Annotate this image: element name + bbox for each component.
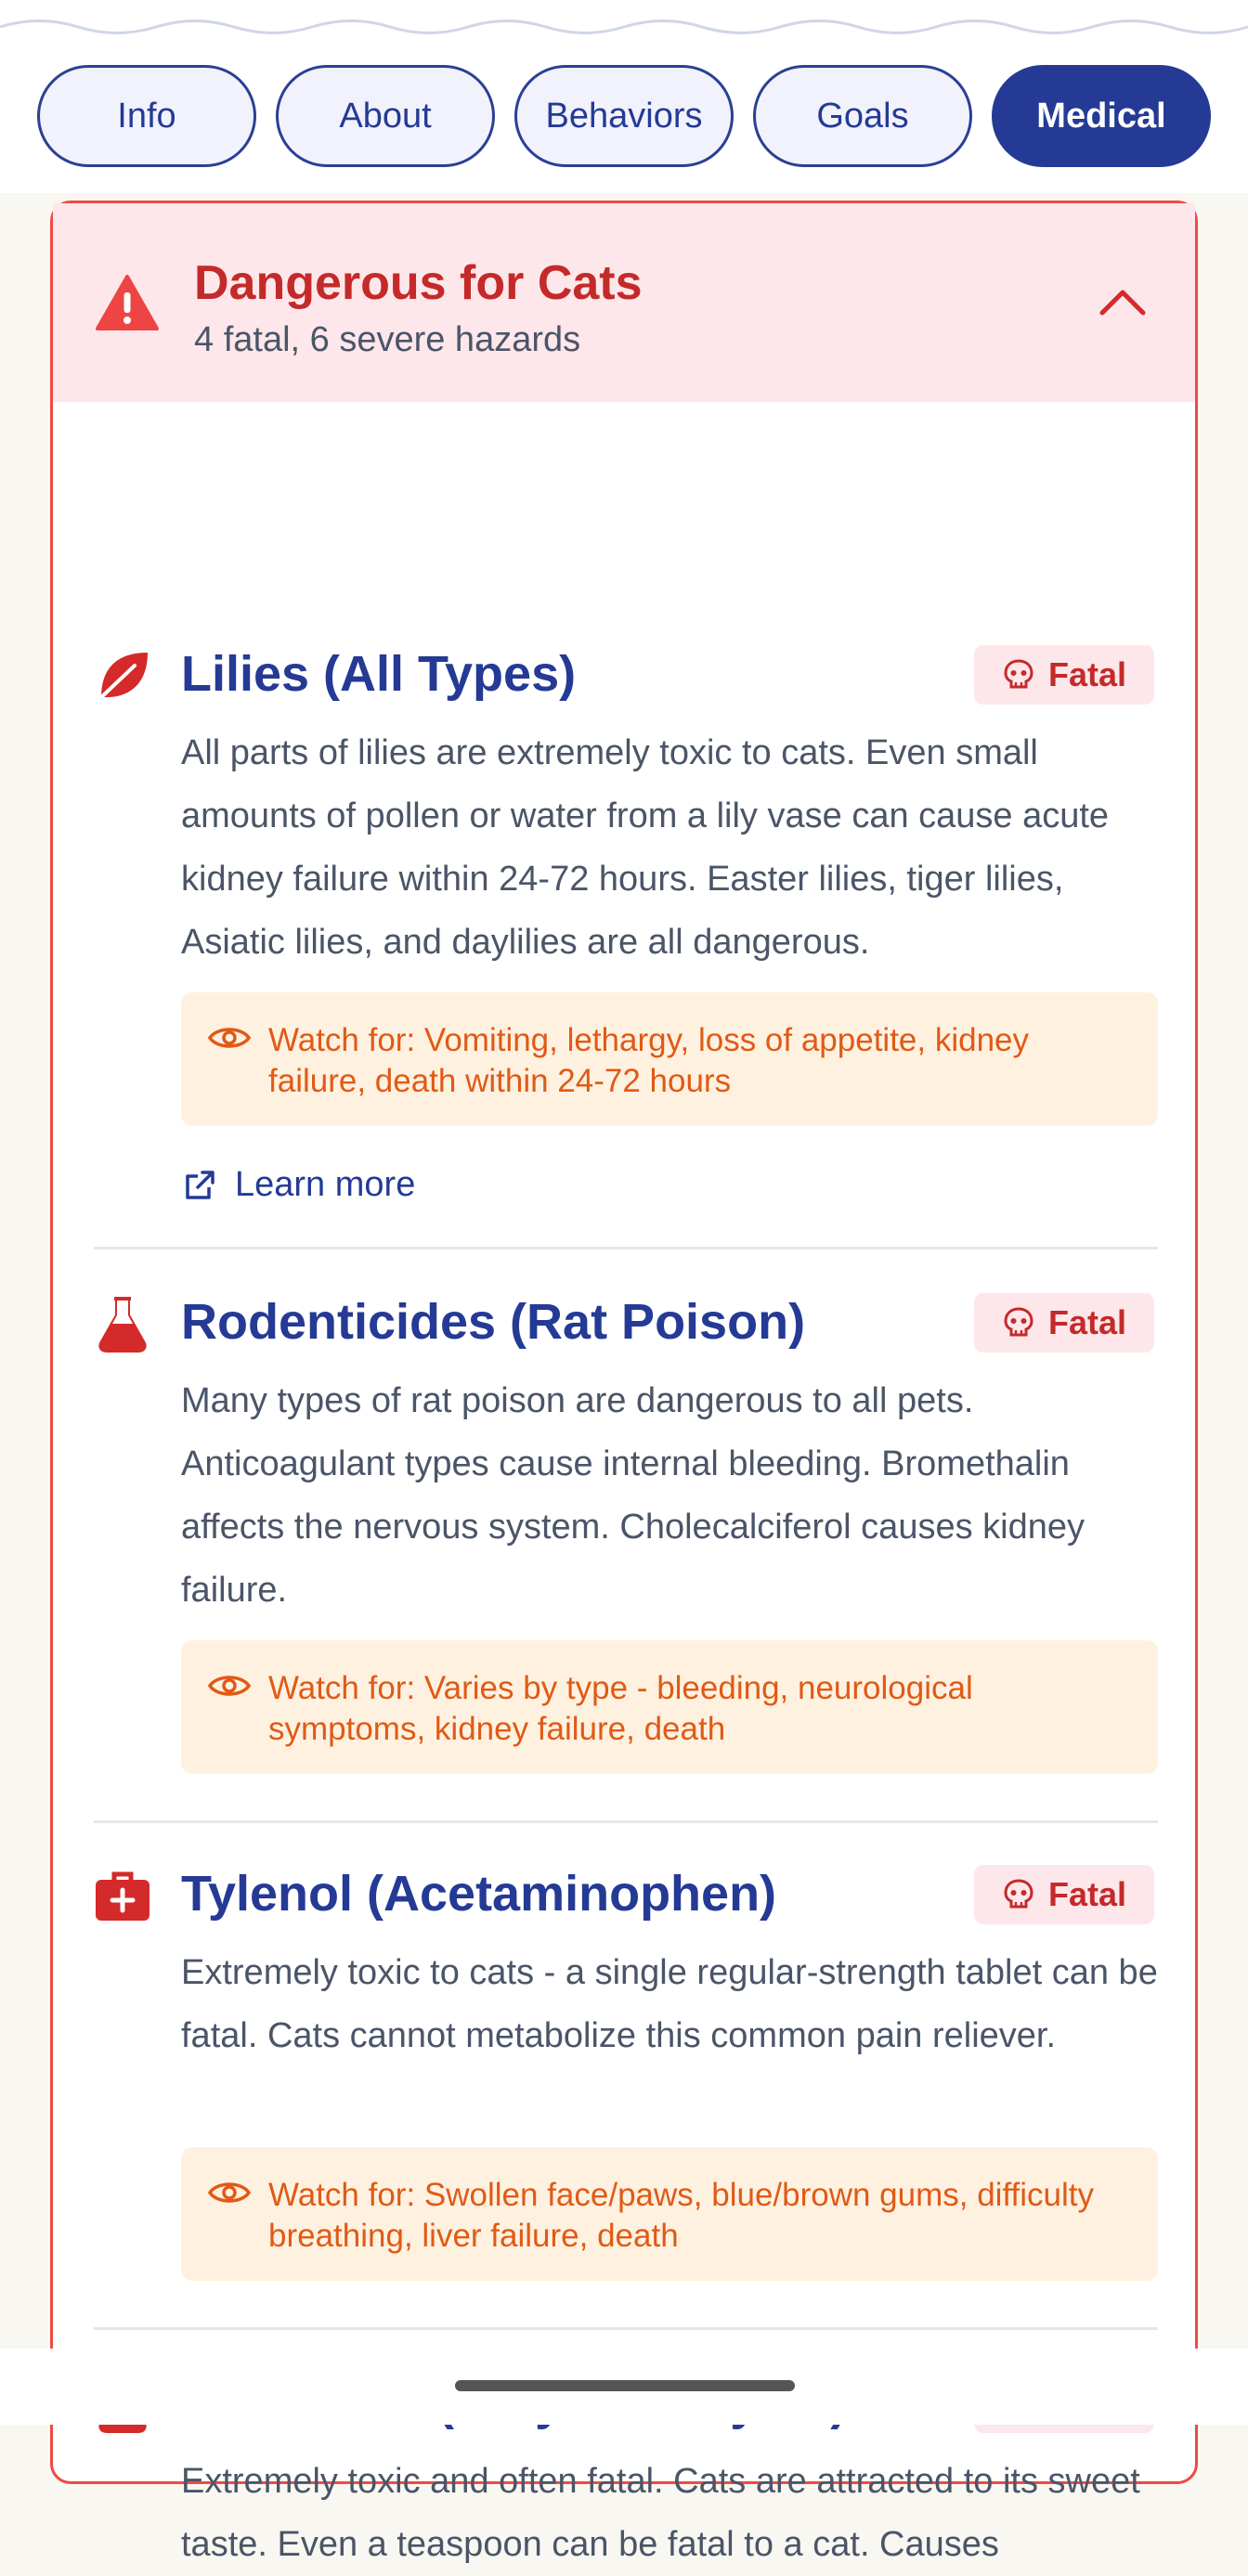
divider — [94, 1820, 1158, 1823]
severity-badge — [974, 1293, 1154, 1353]
hazard-title: Tylenol (Acetaminophen) — [181, 1866, 777, 1922]
medical-kit-icon — [94, 1867, 151, 1924]
watch-for-box — [181, 992, 1158, 1126]
tab-about[interactable]: About — [276, 65, 495, 167]
tab-medical[interactable]: Medical — [992, 65, 1211, 167]
eye-icon — [207, 1022, 252, 1054]
watch-for-box — [181, 2147, 1158, 2281]
skull-icon — [1002, 658, 1035, 692]
tab-behaviors[interactable]: Behaviors — [514, 65, 734, 167]
tab-bar — [37, 65, 1211, 169]
hazard-card-summary: 4 fatal, 6 severe hazards — [194, 320, 581, 359]
hazard-card-title: Dangerous for Cats — [194, 256, 643, 310]
learn-more-label: Learn more — [235, 1165, 416, 1204]
watch-for-text: Watch for: Vomiting, lethargy, loss of appetite, kidney failure, death within 24-72 hours — [268, 1022, 1030, 1099]
hazard-card-header[interactable] — [53, 203, 1195, 402]
watch-for-text: Watch for: Varies by type - bleeding, neurological symptoms, kidney failure, death — [268, 1670, 973, 1747]
hazard-description: Extremely toxic to cats - a single regular-strength tablet can be fatal. Cats cannot metabolize this common pain reliever. — [181, 1953, 1158, 2055]
tab-goals[interactable]: Goals — [753, 65, 972, 167]
hazard-card — [50, 201, 1198, 2564]
wave-decoration — [0, 13, 1248, 41]
hazard-title: Lilies (All Types) — [181, 646, 577, 702]
flask-icon — [94, 1295, 151, 1353]
chevron-up-icon[interactable] — [1098, 285, 1147, 317]
severity-badge — [974, 1865, 1154, 1924]
learn-more-link[interactable] — [181, 1165, 415, 1205]
severity-label: Fatal — [1047, 1303, 1127, 1341]
external-link-icon — [181, 1167, 218, 1204]
top-bar — [0, 0, 1248, 193]
hazard-title: Rodenticides (Rat Poison) — [181, 1294, 806, 1350]
divider — [94, 1247, 1158, 1249]
divider — [94, 2327, 1158, 2330]
skull-icon — [1002, 1306, 1035, 1340]
hazard-description: Extremely toxic and often fatal. Cats are attracted to its sweet taste. Even a teaspoon can be fatal to a cat. Causes — [181, 2462, 1140, 2564]
leaf-icon — [94, 647, 151, 705]
watch-for-box — [181, 1640, 1158, 1774]
hazard-description: All parts of lilies are extremely toxic to cats. Even small amounts of pollen or water from a lily vase can cause acute kidney failure within 24-72 hours. Easter lilies, tiger lilies, Asiatic lilies, and daylilies are all dangerous. — [181, 733, 1110, 962]
severity-label: Fatal — [1047, 1875, 1127, 1913]
watch-for-text: Watch for: Swollen face/paws, blue/brown gums, difficulty breathing, liver failure, death — [268, 2177, 1095, 2254]
warning-icon — [96, 274, 159, 331]
eye-icon — [207, 1670, 252, 1702]
severity-badge — [974, 645, 1154, 705]
severity-label: Fatal — [1047, 655, 1127, 693]
hazard-description: Many types of rat poison are dangerous to all pets. Anticoagulant types cause internal bleeding. Bromethalin affects the nervous system. Cholecalciferol causes kidney failure. — [181, 1381, 1085, 1610]
tab-info[interactable]: Info — [37, 65, 256, 167]
skull-icon — [1002, 1878, 1035, 1911]
home-indicator[interactable] — [455, 2380, 795, 2391]
eye-icon — [207, 2177, 252, 2208]
